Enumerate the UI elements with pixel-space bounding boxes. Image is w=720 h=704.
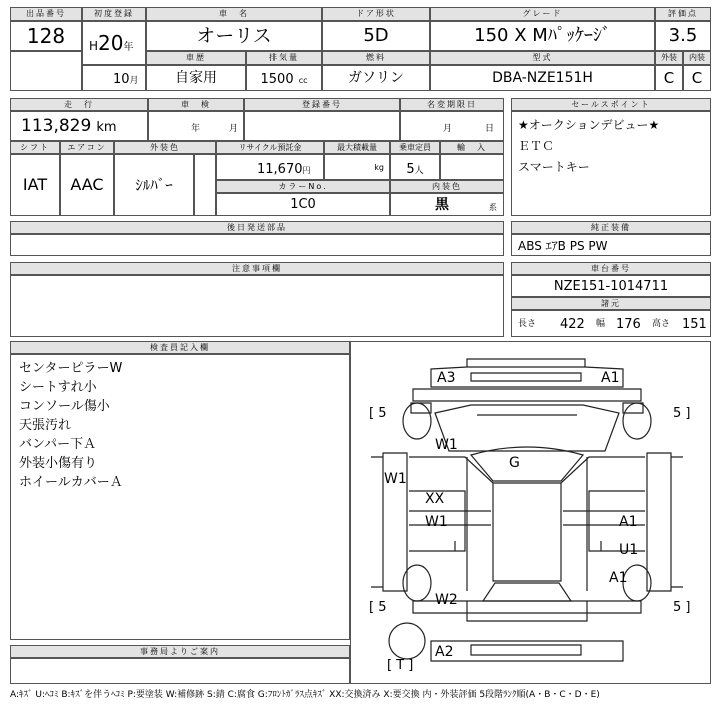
interior-score-value: C	[683, 65, 711, 91]
lot-number-header: 出品番号	[10, 7, 82, 21]
mileage-value: 113,829 km	[10, 111, 148, 141]
aircon-header: エアコン	[60, 141, 114, 154]
registration-number-value	[244, 111, 400, 141]
interior-color-value: 黒 系	[390, 193, 504, 216]
exterior-color-header: 外装色	[114, 141, 216, 154]
chassis-number-header: 車台番号	[511, 262, 711, 275]
recycle-fee-header: リサイクル預託金	[216, 141, 324, 154]
mark-tire-fr: 5 ]	[673, 406, 691, 421]
car-name-value: オーリス	[146, 21, 322, 51]
inspector-notes-header: 検査員記入欄	[10, 341, 350, 354]
max-load-value: kg	[324, 154, 390, 180]
door-type-value: 5D	[322, 21, 430, 51]
mark-left-door-xx: XX	[425, 491, 445, 507]
mark-tire-fl: [ 5	[369, 406, 387, 421]
mark-left-pillar: W1	[384, 471, 407, 487]
exterior-color-sub	[194, 154, 216, 216]
notes-value	[10, 275, 504, 337]
office-notice-box	[10, 658, 350, 684]
import-value	[440, 154, 504, 180]
name-change-header: 名変期限日	[400, 98, 504, 111]
mark-tire-rl: [ 5	[369, 600, 387, 615]
inspector-note-line: コンソール傷小	[19, 399, 110, 414]
exterior-score-value: C	[655, 65, 683, 91]
lot-blank	[10, 51, 82, 91]
genuine-equipment-header: 純正装備	[511, 221, 711, 234]
inspector-note-line: ホイールカバーＡ	[19, 475, 123, 490]
mark-fender-left: W1	[435, 437, 458, 453]
inspector-note-line: センターピラーW	[19, 361, 123, 376]
office-notice-header: 事務局よりご案内	[10, 645, 350, 658]
inspector-note-line: シートすれ小	[19, 380, 97, 395]
fuel-header: 燃料	[322, 51, 430, 65]
sales-point-item: ＥＴＣ	[518, 139, 555, 153]
shift-header: シフト	[10, 141, 60, 154]
fuel-value: ガソリン	[322, 65, 430, 91]
shift-value: IAT	[10, 154, 60, 216]
sales-point-item: ★オークションデビュー★	[518, 118, 660, 132]
chassis-number-value: NZE151-1014711	[511, 275, 711, 297]
inspector-note-line: 外装小傷有り	[19, 456, 98, 471]
mark-hood: G	[509, 455, 520, 471]
lot-number-value: 128	[10, 21, 82, 51]
exterior-score-header: 外装	[655, 51, 683, 65]
car-diagram-frame	[350, 341, 711, 684]
post-shipping-parts-header: 後日発送部品	[10, 221, 504, 234]
interior-score-header: 内装	[683, 51, 711, 65]
inspector-notes-box	[10, 354, 350, 640]
displacement-value: 1500 cc	[246, 65, 322, 91]
mark-rear-left: W2	[435, 592, 458, 608]
genuine-equipment-value: ABS ｴｱB PS PW	[511, 234, 711, 256]
interior-color-header: 内装色	[390, 180, 504, 193]
car-diagram	[351, 342, 710, 683]
mark-front-right-bumper: A1	[601, 370, 620, 386]
specs-header: 諸元	[511, 297, 711, 310]
registration-number-header: 登録番号	[244, 98, 400, 111]
first-registration-year: H20年	[82, 21, 146, 65]
car-name-header: 車 名	[146, 7, 322, 21]
history-header: 車歴	[146, 51, 246, 65]
displacement-header: 排気量	[246, 51, 322, 65]
inspector-note-line: 天張汚れ	[19, 418, 72, 433]
inspection-value: 年 月	[148, 111, 244, 141]
capacity-header: 乗車定員	[390, 141, 440, 154]
mark-right-door-rear: U1	[619, 542, 639, 558]
post-shipping-parts-value	[10, 234, 504, 256]
capacity-value: 5人	[390, 154, 440, 180]
mileage-header: 走 行	[10, 98, 148, 111]
grade-header: グレード	[430, 7, 655, 21]
sales-points-header: セールスポイント	[511, 98, 711, 111]
model-header: 型式	[430, 51, 655, 65]
score-value: 3.5	[655, 21, 711, 51]
grade-value: 150 X Mﾊﾟｯｹｰｼﾞ	[430, 21, 655, 51]
notes-header: 注意事項欄	[10, 262, 504, 275]
history-value: 自家用	[146, 65, 246, 91]
specs-value: 長さ 422 幅 176 高さ 151	[511, 310, 711, 337]
mark-right-door-front: A1	[619, 514, 638, 530]
mark-rear-bumper: A2	[435, 644, 454, 660]
max-load-header: 最大積載量	[324, 141, 390, 154]
first-registration-header: 初度登録	[82, 7, 146, 21]
door-type-header: ドア形状	[322, 7, 430, 21]
model-value: DBA-NZE151H	[430, 65, 655, 91]
score-header: 評価点	[655, 7, 711, 21]
legend-footer: A:ｷｽﾞ U:ﾍｺﾐ B:ｷｽﾞを伴うﾍｺﾐ P:要塗装 W:補修跡 S:錆 C:腐食 G:ﾌﾛﾝﾄｶﾞﾗｽ点ｷｽﾞ XX:交換済み X:要交換 内・外装評価 5段階ﾗﾝｸ順(A・B・C・D・E)	[10, 690, 600, 700]
mark-left-door-front: W1	[425, 514, 448, 530]
sales-point-item: スマートキー	[518, 160, 590, 174]
inspection-header: 車 検	[148, 98, 244, 111]
mark-spare: [ T ]	[387, 658, 414, 673]
color-number-header: カラーNo.	[216, 180, 390, 193]
mark-front-left-bumper: A3	[437, 370, 456, 386]
import-header: 輸 入	[440, 141, 504, 154]
inspector-note-line: バンパー下Ａ	[19, 437, 97, 452]
mark-rear-right: A1	[609, 570, 628, 586]
aircon-value: AAC	[60, 154, 114, 216]
mark-tire-rr: 5 ]	[673, 600, 691, 615]
sales-points-box	[511, 111, 711, 216]
recycle-fee-value: 11,670円	[216, 154, 324, 180]
color-number-value: 1C0	[216, 193, 390, 216]
name-change-value: 月 日	[400, 111, 504, 141]
first-registration-month: 10月	[82, 65, 146, 91]
exterior-color-value: ｼﾙﾊﾞｰ	[114, 154, 194, 216]
